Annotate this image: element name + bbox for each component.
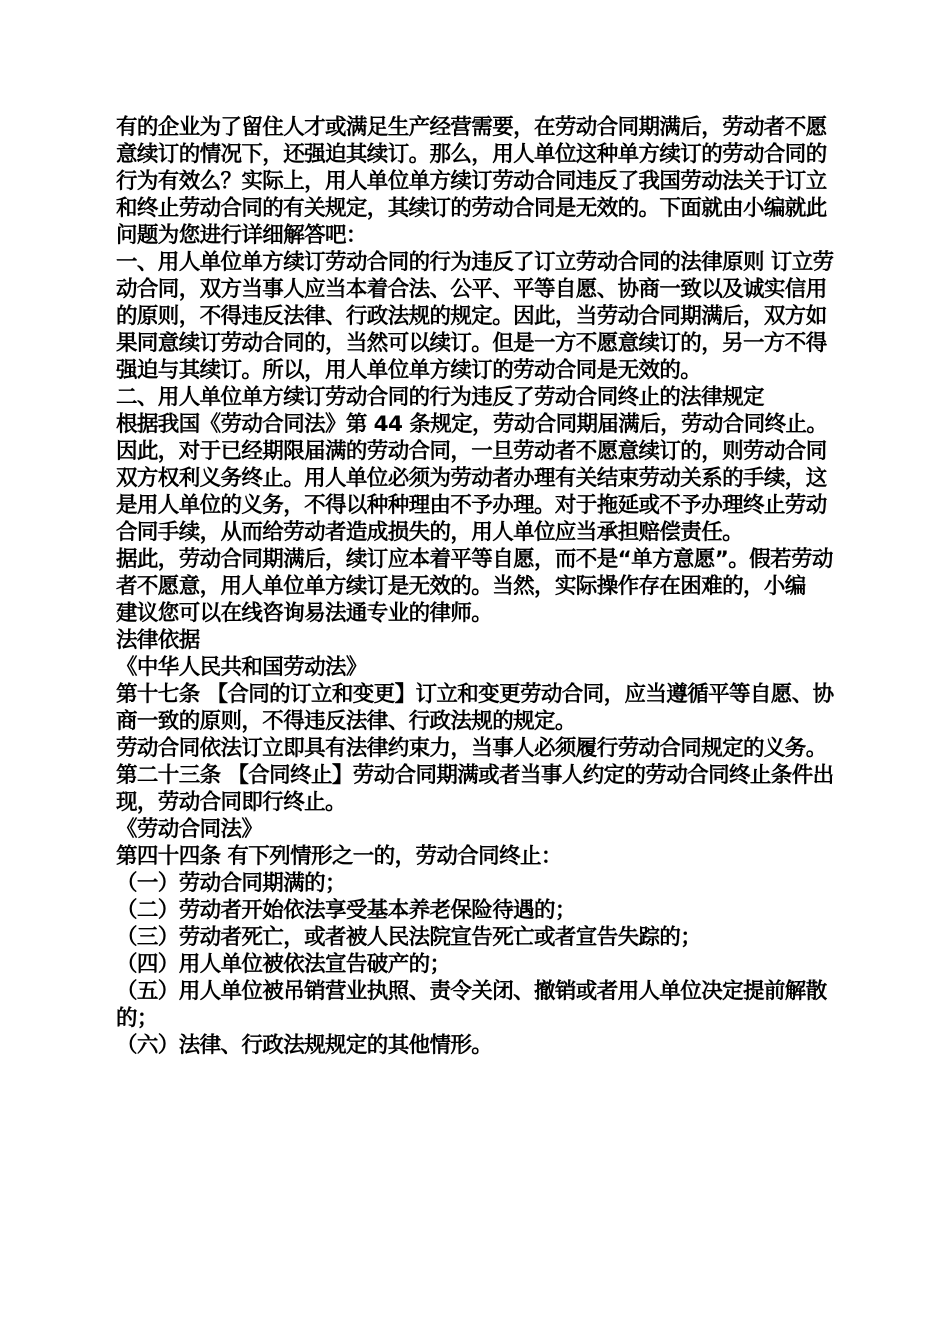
list-item: （五）用人单位被吊销营业执照、责令关闭、撤销或者用人单位决定提前解散的； bbox=[116, 979, 827, 1031]
intro-paragraph: 有的企业为了留住人才或满足生产经营需要，在劳动合同期满后，劳动者不愿意续订的情况下，还强迫其续订。那么，用人单位这种单方续订的劳动合同的行为有效么？实际上，用人单位单方续订劳动合同违反了我国劳动法关于订立和终止劳动合同的有关规定，其续订的劳动合同是无效的。下面就由小编就此问题为您进行详细解答吧： bbox=[116, 115, 827, 248]
legal-basis-heading: 法律依据 bbox=[116, 628, 200, 653]
list-item: （二）劳动者开始依法享受基本养老保险待遇的； bbox=[116, 898, 576, 923]
section-one-paragraph: 一、用人单位单方续订劳动合同的行为违反了订立劳动合同的法律原则 订立劳动合同，双方当事人应当本着合法、公平、平等自愿、协商一致以及诚实信用的原则，不得违反法律、行政法规的规定。因此，当劳动合同期满后，双方如果同意续订劳动合同的，当然可以续订。但是一方不愿意续订的，另一方不得强迫与其续订。所以，用人单位单方续订的劳动合同是无效的。 bbox=[116, 250, 834, 383]
document-body bbox=[116, 114, 838, 1059]
article-17-paragraph: 第十七条 【合同的订立和变更】订立和变更劳动合同，应当遵循平等自愿、协商一致的原则，不得违反法律、行政法规的规定。 bbox=[116, 682, 834, 734]
list-item: （六）法律、行政法规规定的其他情形。 bbox=[116, 1033, 493, 1058]
list-item: （四）用人单位被依法宣告破产的； bbox=[116, 952, 451, 977]
article-44-paragraph: 第四十四条 有下列情形之一的，劳动合同终止： bbox=[116, 844, 562, 869]
section-two-paragraph: 根据我国《劳动合同法》第 44 条规定，劳动合同期届满后，劳动合同终止。 因此，对于已经期限届满的劳动合同，一旦劳动者不愿意续订的，则劳动合同双方权利义务终止。用人单位必须为劳动者办理有关结束劳动关系的手续，这是用人单位的义务，不得以种种理由不予办理。对于拖延或不予办理终止劳动合同手续，从而给劳动者造成损失的，用人单位应当承担赔偿责任。 bbox=[116, 412, 828, 545]
labor-contract-law-title: 《劳动合同法》 bbox=[116, 817, 263, 842]
section-two-heading: 二、用人单位单方续订劳动合同的行为违反了劳动合同终止的法律规定 bbox=[116, 385, 764, 410]
article-23-paragraph: 第二十三条 【合同终止】劳动合同期满或者当事人约定的劳动合同终止条件出现，劳动合同即行终止。 bbox=[116, 763, 834, 815]
article-17-second-paragraph: 劳动合同依法订立即具有法律约束力，当事人必须履行劳动合同规定的义务。 bbox=[116, 736, 827, 761]
advice-paragraph: 建议您可以在线咨询易法通专业的律师。 bbox=[116, 601, 493, 626]
list-item: （一）劳动合同期满的； bbox=[116, 871, 346, 896]
labor-law-title: 《中华人民共和国劳动法》 bbox=[116, 655, 367, 680]
conclusion-paragraph: 据此，劳动合同期满后，续订应本着平等自愿，而不是“单方意愿”。假若劳动者不愿意，用人单位单方续订是无效的。当然，实际操作存在困难的，小编 bbox=[116, 547, 833, 599]
list-item: （三）劳动者死亡，或者被人民法院宣告死亡或者宣告失踪的； bbox=[116, 925, 702, 950]
